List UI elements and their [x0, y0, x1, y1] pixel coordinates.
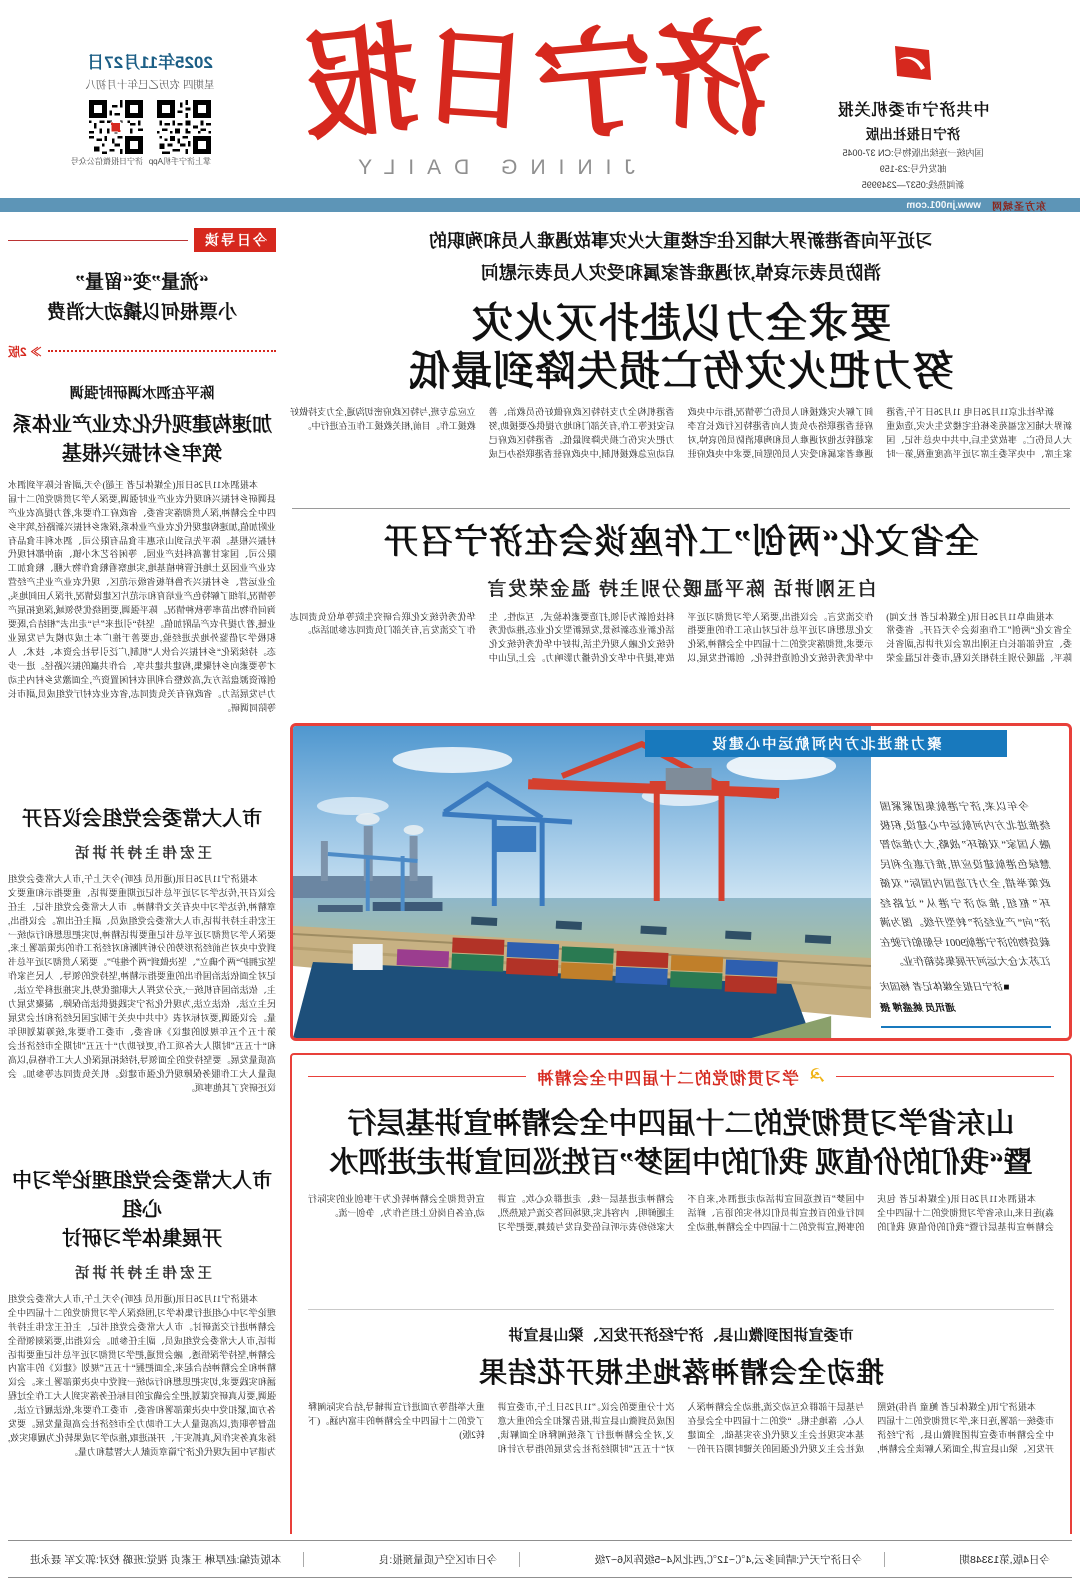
news-hotline: 新闻热线:0537—2349995 — [861, 180, 965, 190]
party-flag-icon — [808, 46, 1018, 91]
photo-credit-1: ■济宁日报全媒体记者 杨国庆 — [881, 982, 1010, 994]
lunar-date: 星期四 农历乙巳年十月初八 — [85, 79, 215, 91]
page-footer — [8, 1540, 1072, 1578]
digest-page-ref — [8, 343, 276, 360]
plenary-badge — [308, 1065, 1054, 1089]
date-block — [50, 48, 250, 167]
plenary-badge-label: 学习贯彻党的二十届四中全会精神 — [536, 1068, 799, 1088]
footer-edition: 今日4版,第13348期 — [959, 1553, 1050, 1566]
story-npc1-headline: 市人大常委会党组会议召开 — [22, 807, 262, 830]
publisher-name: 济宁日报社出版 — [865, 127, 961, 142]
issue-date: 2025年11月27日 — [87, 53, 213, 72]
plenary-spirit-box — [290, 1053, 1072, 1534]
story-culture-headline: 全省文化“两创”工作座谈会在济宁召开 — [383, 523, 979, 561]
digest-title: “流量”变“留量” 小票根何以撬动大消费 — [47, 272, 238, 324]
newspaper-title-latin: JINING DAILY — [345, 156, 635, 179]
photo-credit-2: 通讯员 姚盛博 摄 — [881, 1003, 956, 1015]
digest-rule — [8, 240, 188, 241]
photo-banner: 聚力推进北方内河航运中心建设 — [645, 730, 1007, 757]
story-xuanjiang-body: 本报泗水11月26日讯(全媒体记者 包庆淼)连日来,山东省学习贯彻党的二十届四中全会精神宣讲基层行暨“我们的价值观 我们的中国梦”百姓巡回宣讲活动走进泗水,来自不同行业的百姓宣讲员们以朴实的语言、鲜活的事例,宣讲党的二十届四中全会精神,推动全会精神走进基层一线、走进群众心坎。宣讲主题鲜明、内容扎实,现场回答交流气氛热烈,大家纷纷表示听后倍受启发与鼓舞,要把学习宣传贯彻全会精神转化为干事创业的实际行动,在各自岗位上担当作为、争创一流。 — [308, 1193, 1054, 1232]
party-emblem-icon: ☭ — [808, 1065, 826, 1088]
sidebar-column — [8, 218, 276, 1534]
website-url: www.jn001.com — [906, 199, 981, 211]
digest-header — [8, 228, 276, 252]
section-divider — [292, 508, 1070, 509]
website-name: 东方圣城网 — [991, 201, 1046, 213]
story-fire-headline-2: 努力把火灾伤亡损失降到最低 — [408, 348, 954, 395]
issn-number: 国内统一连续出版物号:CN 37-0045 — [842, 148, 984, 158]
story-npc-meeting — [8, 805, 276, 1151]
publisher-org: 中共济宁市委机关报 — [836, 102, 990, 119]
publisher-block — [808, 46, 1018, 191]
photo-caption-block — [871, 726, 1069, 1038]
story-sishui-body: 本报泗水11月26日讯(全媒体记者 王超)今天,副省长陈平到泗水县调研乡村振兴和现代农业产业时强调,要深入学习贯彻党的二十届四中全会精神,深入贯彻落实省委、省政府工作要求,着力提高农业产业附加值,加速构建现代化农业产业体系,探索乡村振兴新路径,筑牢乡村振兴根基。陈平先后到山东惠丰食品有限公司、泗水利丰食品有限公司、国家甘薯高科技产业园、等闲谷艺术小镇、南仲都村现代农业产业园及土地托管种植基地,实地察看粮食作物大棚、粮食加工企业运营、乡村振兴齐鲁样板省级示范区、现代农业产业生产经营等情况,详细了解特色产业培育和示范片区建设情况,并深入田间地头,询问作物出苗率等秋种情况。陈平强调,要围绕优势领域,深度拓展产业链,着力提升农产品附加值。坚持“引进来”与“走出去”相结合,既要积极学习借鉴外地先进经验,也要善于推广本土成功模式与发展业态。持续深化“乡村振兴合伙人”机制,广泛引导社会资本、技术、人才等要素向乡村聚集,构建共建共享、合作共赢的振兴路径。进一步创新资源盘活方式,高效整合利用农村闲置资产,全面激发乡村内生动力与发展活力。省政府有关负责同志,省农业农村厅党组成员,副市长等陪同调研。 — [8, 479, 276, 713]
story-npc2-body: 本报济宁11月26日讯(通讯员 赵昕)今天上午,市人大常委会党组理论学习中心组进行集体学习,围绕深入学习贯彻党的二十届四中全会精神进行交流研讨。市人大常委会党组书记、主任王宏伟主持并讲话,市人大常委会党组成员、副主任参加。会议指出,要深刻领悟全会精神,坚持学深悟透、融会贯通,把学习贯彻习近平总书记重要讲话精神和全会精神结合起来,全面把握“十五五”规划《建议》的丰富内涵和实践要求,切实把思想和行动统一到党中央决策部署上来。会议强调,要认真研究谋划,把全会确定的目标任务落实到人大工作全过程各方面,紧扣党中央决策部署和省委、市委工作要求,依法履行立法、监督等职责,以高质量人大工作助力全市经济社会高质量发展。要发扬求真务实作风,真抓实干、开拓进取,推动学习成果转化为履职实效,为谱写中国式现代化济宁篇章贡献人大智慧和力量。 — [8, 1293, 276, 1458]
story-npc1-body: 本报济宁11月26日讯(通讯员 赵昕)今天上午,市人大常委会党组会议召开,传达学习习近平总书记近期重要讲话、重要指示和重要文章精神,传达学习中央有关文件精神。市人大常委会党组书记、主任王宏伟主持并讲话,市人大常委会党组成员、副主任出席。会议指出,要深入学习贯彻习近平总书记重要讲话精神,切实把思想和行动统一到党中央对当前经济形势的分析判断和对经济工作的决策部署上来,坚定拥护“两个确立”、坚决做到“两个维护”。要深入贯彻习近平总书记对全面依法治国作出的重要指示精神,坚持党的领导、人民当家作主、依法治国有机统一,充分发挥人大职能优势,扎实推进科学立法、民主立法、依法立法,为现代化济宁实践提供法治保障、凝聚发展力量。会议强调,要对标对表《中共中央关于制定国民经济和社会发展第十五个五年规划的建议》和省委、市委工作要求,统筹谋划明年和“十五五”时期人大各项工作,更好助力“十五五”时期全市经济社会高质量发展。要坚持党的全面领导,持续拓展深化人大工作格局,以高质量人大工作服务保障现代化强市建设。机关负责同志等参加。会议还研究了其他事项。 — [8, 873, 276, 1093]
story-tuandao-headline: 推动全会精神落地生根开花结果 — [478, 1357, 885, 1389]
photo-feature-box — [290, 723, 1072, 1041]
story-fire-kicker-1: 习近平向香港新界大埔区住宅楼重大火灾事故遇难人员和殉职的 — [429, 231, 933, 251]
story-tuandao-body: 本报济宁讯(全媒体记者 鲍童 肖伟)按照市委统一部署,连日来,学习贯彻党的二十届四中全会精神市委宣讲团到微山县、济宁经济开发区、梁山县宣讲,全面深入解读全会精神,与基层干部群众互动交流,推动全会精神深入人心、落地生根。“党的二十届四中全会是在基本实现社会主义现代化夯实基础、全面建成社会主义现代化强国的关键时期召开的一次十分重要的会议。”11月25日上午,市委宣讲团成员到微山县宣讲,报告紧扣全会的重大意义,对全会精神进行了系统阐释和全面解读,对“十五五”时期经济社会发展的指导方针和重大举措等方面进行宣讲辅导,结合实际阐释了党的二十届四中全会精神的丰富内涵。(下转2版) — [308, 1401, 1054, 1454]
footer-air-quality: 今日市区空气质量预报:良 — [357, 1552, 520, 1567]
story-culture-body: 本报曲阜11月26日讯(全媒体记者 杜文闻)全省文化“两创”工作座谈会今天召开。省委常委、宣传部部长白玉刚出席会议并讲话,副省长陈平、温暖分别主持相关议程,市委书记温金荣作交流发言。会议指出,要深入学习贯彻习近平文化思想和习近平总书记对山东工作的重要指示要求,贯彻落实党的二十届四中全会精神,深化中华优秀传统文化创造性转化、创新性发展,以科技创新为引领,打造要素体验式、互动性、生活化新业态新场景,发展新型文化业态,推动优秀传统文化融入现代生活,讲好中华优秀传统文化故事,提升中华文化传播力影响力。会上,尼山中华优秀传统文化联合研究生院等单位负责同志作了交流发言,有关部门负责同志参加活动。 — [290, 611, 1072, 664]
story-sishui — [8, 382, 276, 791]
qr-code-wechat: 济宁日报微信公众号 — [89, 100, 143, 167]
story-fire — [290, 226, 1072, 494]
calligraphy-title: 济宁日报 — [292, 1, 775, 159]
port-photo — [293, 726, 871, 1038]
main-column — [290, 218, 1072, 1534]
story-npc1-subhead: 王宏伟主持并讲话 — [72, 845, 212, 862]
dotted-rule — [48, 350, 276, 352]
website-bar — [0, 198, 1080, 212]
story-fire-body: 新华社北京11月26日电 11月26日下午,香港新界大埔区宏福苑多栋住宅楼发生火灾,造成重大人员伤亡。事故发生后,中共中央总书记、国家主席、中央军委主席习近平高度重视,第一时间了解火灾救援和人员伤亡等情况,指示中央政府驻香港联络办负责人向香港特区行政长官李家超转达他对遇难人员和殉职消防员的哀悼,对遇难者家属和受灾人员的慰问,要求中央政府驻香港机构全力支持特区政府做好伤员救治、善后安抚等工作,有关部门和地方提供必要援助,努力把火灾伤亡损失降到最低。香港特区政府已启动应急救援机制,中央政府驻香港联络办已成立应急专班,与特区政府密切沟通,全力支持做好救援工作。目前,相关救援工作正在进行中。 — [290, 406, 1072, 459]
story-culture — [290, 523, 1072, 711]
story-sishui-kicker: 陈平在泗水调研时强调 — [69, 385, 215, 402]
caption-rule — [881, 1026, 1051, 1028]
story-tuandao-kicker: 市委宣讲团到微山县、济宁经济开发区、梁山县宣讲 — [508, 1327, 854, 1344]
story-sishui-headline: 加速构建现代化农业产业体系 筑牢乡村振兴根基 — [12, 413, 272, 465]
story-fire-kicker-2: 消防员表示哀悼,对遇难者家属和受灾人员表示慰问 — [480, 262, 882, 283]
digest-badge: 今日导读 — [194, 228, 276, 252]
photo-caption: 今年以来,济宁港航集团紧紧围绕推进北方内河航运中心建设,积极融入国家“双循环”战略,大力推动智慧绿色港航建设应用,推行惠企利民政策举措,全力打造国内国际“双循环”枢纽,推动济宁港从“过路经济”向“产业经济”转型升级。图为满载货物的济宁港航9001号船舶行驶在江苏太仓大运河开展集装箱作业。 — [881, 801, 1051, 968]
story-fire-headline-1: 要求全力以赴扑灭火灾 — [471, 300, 891, 346]
qr-code-app: 掌上济宁手机App — [157, 100, 211, 167]
footer-staff: 本版责编:赵厚琳 王素贞 视觉:班璐 校对:郭文军 聂永进 — [8, 1552, 304, 1567]
story-npc2-headline: 市人大常委会党组理论学习中心组 开展集体学习研讨 — [12, 1169, 272, 1250]
story-culture-subhead: 白玉刚讲话 陈平温暖分别主持 温金荣发言 — [485, 578, 877, 600]
newspaper-title — [275, 1, 795, 180]
box-divider — [308, 1309, 1054, 1310]
story-npc-study — [8, 1167, 276, 1533]
page-ref-label: ≫ 2版 — [8, 344, 43, 359]
story-xuanjiang-headline: 山东省学习贯彻党的二十届四中全会精神宣讲基层行 暨“我们的价值观 我们的中国梦”百姓巡回宣讲走进泗水 — [329, 1107, 1033, 1179]
footer-weather: 今日济宁天气:晴间多云,4℃~12℃,西北风4~5级阵风6~7级 — [573, 1552, 886, 1567]
masthead-header — [0, 0, 1080, 198]
postal-code: 邮发代号:23-159 — [879, 164, 947, 174]
story-npc2-subhead: 王宏伟主持并讲话 — [72, 1265, 212, 1282]
